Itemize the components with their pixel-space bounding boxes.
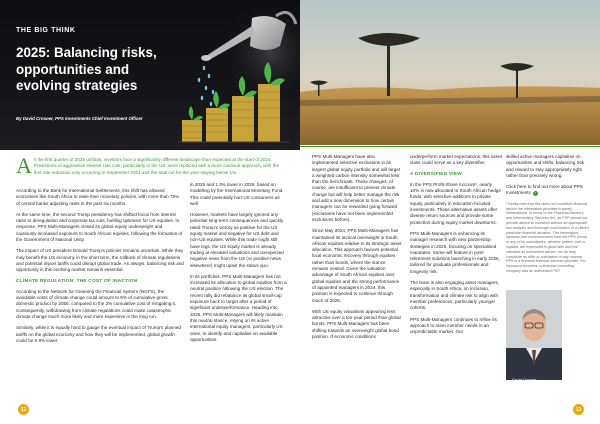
paragraph: According to the Network for Greening the Financial System (NGFS), the avoidable costs of climate change could amount to 9% of cumulative gross domestic product by 2050, compared to the 2% cumulative cost of mitigating it. Consequently, withdrawing from climate regulations could make catastrophic climate change much more likely and more expensive in the long run. — [16, 288, 177, 320]
arrow-right-icon: › — [534, 191, 537, 196]
left-column-1 — [16, 188, 184, 349]
paragraph: According to the Bank for International Settlements, this shift has allowed economies like South Africa to ease their monetary policies, with more than 75% of central banks adjusting rates in the past six months. — [16, 188, 180, 206]
article-headline: 2025: Balancing risks, opportunities and evolving strategies — [16, 45, 157, 93]
paragraph: In its portfolios, PPS Multi-Managers has not increased its allocation to global equities from a neutral position following the US election. The recent rally did rebalance its global small-cap exposure back to target after a period of significant underperformance. Heading into 2025, PPS Multi-Managers will likely maintain this neutral stance, relying on its active international equity managers, particularly US ones, to identify and capitalise on available opportunities. — [190, 273, 287, 342]
paragraph: PPS Multi-Managers have also implemented selective exclusions in its largest global equity portfolio and will target a weighted carbon intensity somewhat less than the benchmark. These changes, of course, are insufficient to prevent climate change but will help better manage the risk and add a new dimension to how certain managers can be rewarded going forward (exclusions have not been implemented exclusions before). — [312, 154, 401, 222]
paragraph: Similarly, while it is equally hard to gauge the eventual impact of Trump's planned tariffs on the global economy and how they will be implemented, global growth could be 0.8% lower — [16, 325, 181, 343]
right-page — [300, 0, 600, 424]
savanna-photo — [300, 0, 600, 145]
paragraph: PPS Multi-Managers continues to refine its approach to meet member needs in an unpredictable market. Our — [410, 316, 497, 335]
paragraph: PPS Multi-Managers is enhancing its manager research with new partnership strategies in 2025, focusing on specialised mandates. Some will feature in post-retirement solutions launching in early 2025, tailored for graduate professionals and longevity risk. — [410, 230, 500, 274]
intro-paragraph: As the first quarter of 2025 unfolds, investors face a significantly different landscape than expected at the start of 2024. Predictions of aggressive interest rate cuts, particularly in the US, were replaced with a more cautious approach, with the first rate reduction only occurring in September 2024 and the total cut for the year staying below 1%. — [16, 153, 280, 178]
paragraph: underperform market expectations, this asset class could serve as a key diversifier. — [410, 154, 502, 166]
right-column-3 — [506, 154, 590, 279]
right-column-1 — [312, 154, 402, 345]
paragraph: Since May 2024, PPS Multi-Managers has maintained its tactical overweight in South African equities relative to its strategic asset allocation. This approach favours potential local economic recovery through equities rather than bonds, where the stance remains neutral. Given the valuation advantage of South African equities over global equities and the strong performance of appointed managers in 2024, this position is expected to continue through much of 2025. — [312, 228, 402, 303]
page-number-badge: 13 — [573, 404, 584, 415]
paragraph: With US equity valuations appearing less attractive over a ten-year period than global bonds, PPS Multi-Managers has been shifting towards an overweight global bond position. If economic conditions — [312, 308, 401, 340]
left-column-2 — [190, 182, 288, 348]
divider — [300, 146, 600, 147]
drop-cap: A — [16, 153, 32, 178]
subheading: A DIVERSIFIED VIEW — [410, 171, 462, 177]
paragraph: skilled active managers capitalise on opportunities and shifts, balancing risk and reward to stay appropriately right rather than precisely wrong. — [506, 154, 584, 178]
paragraph: However, markets have largely ignored any potential long-term consequences and quickly rated Trump's victory as positive for the US equity market and negative for US debt and non-US equities. While this trade might still have legs, the US equity market is already trading at elevated valuations and unexpected negative news from the US (or positive news elsewhere) might upset the status quo. — [190, 212, 284, 268]
hero-banner — [0, 0, 300, 150]
right-column-2 — [410, 154, 502, 340]
paragraph: The impact of US president Donald Trump's policies remains uncertain. While they may benefit the US economy in the short term, the rollback of climate regulations and potential import tariffs could disrupt global trade. As always, balancing risk and opportunity in this evolving market remains essential. — [16, 248, 184, 273]
more-info-link[interactable]: Click here to find out more about PPS Investments › — [506, 184, 583, 196]
paragraph: in 2025 and 1.3% lower in 2026, based on modelling by the International Monetary Fund. This could potentially hurt US consumers as well. — [190, 182, 284, 206]
paragraph: The team is also engaging asset managers, especially in South Africa, on inclusion, transformation and climate risk to align with member preferences, particularly younger cohorts. — [410, 280, 500, 311]
portrait-caption: David Crosoer — [512, 378, 537, 382]
paragraph: At the same time, the second Trump presidency has shifted focus from interest rates to deregulation and corporate tax cuts, fuelling optimism for US equities. In response, PPS Multi-Managers closed its global equity underweight and cautiously increased exposure to South African equities, following the formation of the Government of National Unity. — [16, 211, 183, 243]
disclaimer-text: ¹ Kindly note that this does not constitute financial advice the information provided is purely informational. In terms of the Financial Advisory and Intermediary Services Act, an FSP should not provide advice to investors without an appropriate risk analysis and thorough examination of a client's particular financial situation. The information, opinions and communication from the PPS Group or any of its subsidiaries, whether written, oral or implied, are expressed in good faith and not intended as investment advice, nor do they constitute an offer or solicitation in any manner. PPS is a licensed financial services provider. For insurance business: a licensed controlling company and an authorised FSP. — [506, 201, 590, 273]
subheading: CLIMATE REGULATION: THE COST OF INACTION — [16, 278, 138, 284]
page-number-badge: 12 — [18, 404, 29, 415]
author-portrait — [506, 290, 562, 380]
article-byline: By David Crosoer, PPS Investments Chief Investment Officer — [16, 116, 143, 121]
section-label: THE BIG THINK — [16, 27, 76, 34]
paragraph: In the PPS Profit-Share Account¹, nearly 10% is now allocated to South African hedge funds, with selective additions to private equity, particularly in education-focused investments. These alternative assets offer diverse return sources and provide some protection during equity market downturns. — [410, 181, 501, 225]
